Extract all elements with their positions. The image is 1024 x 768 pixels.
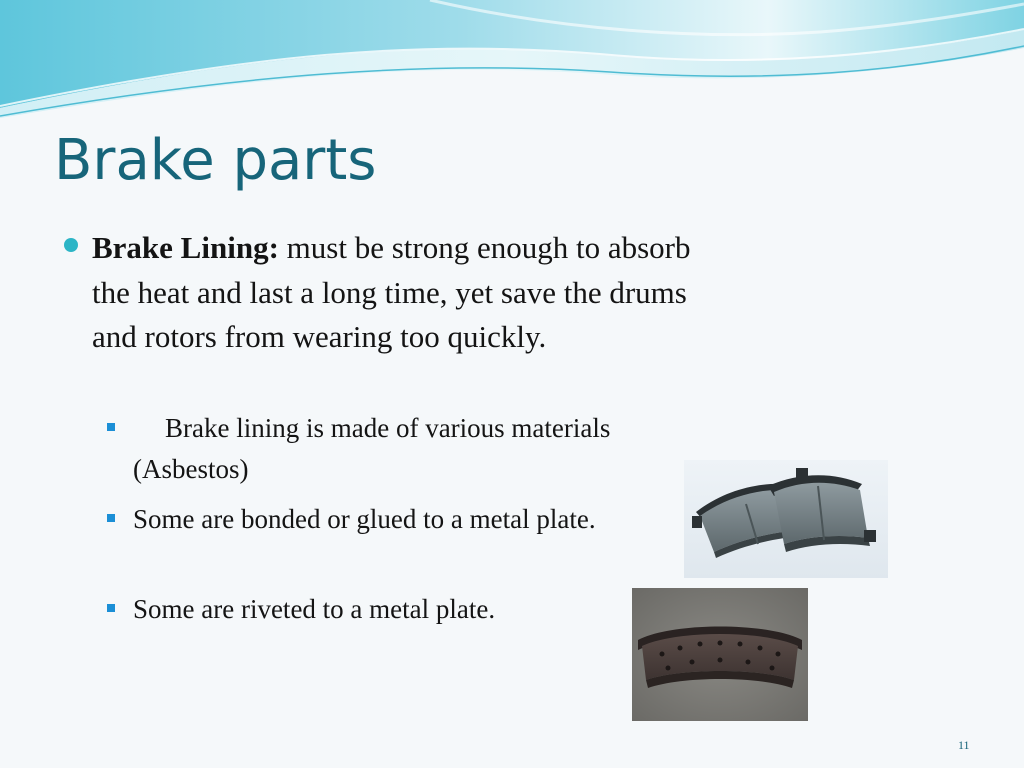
slide-title: Brake parts	[54, 128, 377, 193]
sub-bullet	[104, 408, 664, 490]
wave-header-decoration	[0, 0, 1024, 120]
sub-bullet-text: Brake lining is made of various materials (Asbestos)	[133, 413, 611, 484]
square-bullet-icon	[107, 604, 115, 612]
page-number: 11	[958, 738, 970, 752]
brake-shoe-photo	[632, 588, 808, 721]
sub-bullet-text: Some are riveted to a metal plate.	[133, 594, 496, 624]
filled-circle-bullet-icon	[64, 238, 78, 252]
main-bullet	[64, 226, 724, 360]
square-bullet-icon	[107, 423, 115, 431]
sub-bullet	[104, 589, 664, 630]
main-bullet-text: must be strong enough to absorb the heat and last a long time, yet save the drums and rotors from wearing too quickly.	[92, 230, 691, 354]
square-bullet-icon	[107, 514, 115, 522]
main-bullet-lead: Brake Lining:	[92, 230, 279, 265]
brake-pads-photo	[684, 460, 888, 578]
sub-bullet-text: Some are bonded or glued to a metal plate.	[133, 504, 596, 534]
sub-bullet	[104, 499, 664, 540]
